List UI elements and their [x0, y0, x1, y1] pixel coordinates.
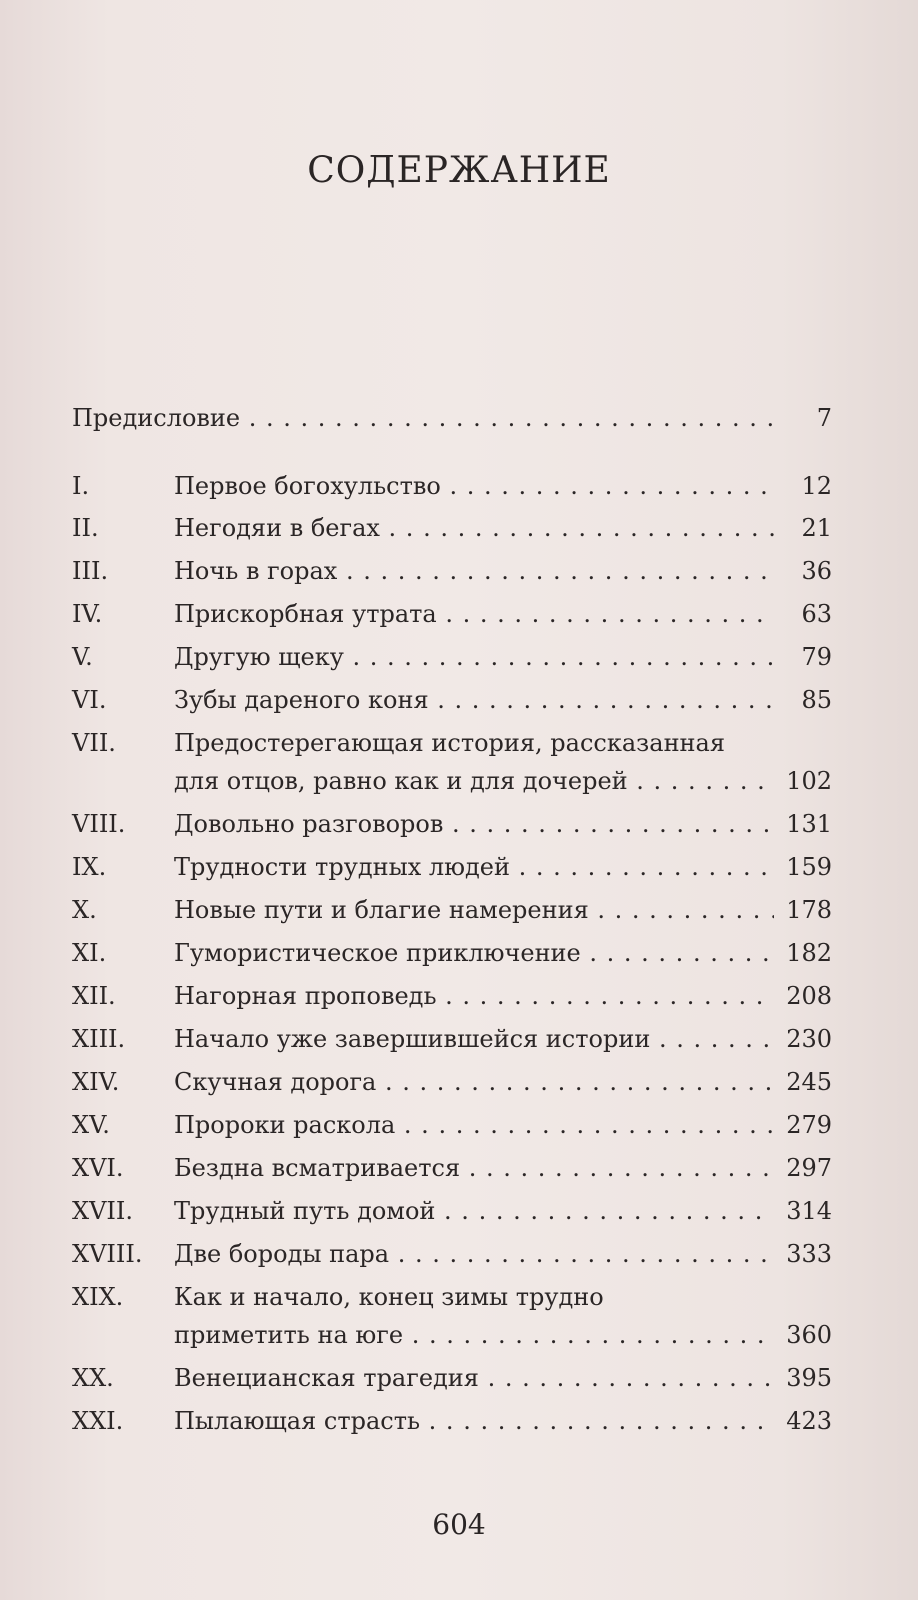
toc-entry-number: XVIII.	[72, 1240, 143, 1268]
page-title: СОДЕРЖАНИЕ	[307, 150, 611, 191]
toc-entry-number: VIII.	[72, 810, 126, 838]
toc-entry-title: Начало уже завершившейся истории . . .	[174, 1019, 774, 1059]
toc-entry-number: XII.	[72, 982, 116, 1010]
toc-entry-page: 79	[801, 643, 832, 671]
toc-entry-title: Прискорбная утрата . . .	[174, 594, 774, 634]
toc-entry-number: XVII.	[72, 1197, 134, 1225]
toc-entry-page: 360	[786, 1321, 832, 1349]
toc-entry-title: приметить на юге . . .	[174, 1315, 774, 1355]
toc-entry-page: 423	[786, 1407, 832, 1435]
toc-entry-number: VII.	[72, 729, 116, 757]
toc-entry-number: I.	[72, 472, 90, 500]
toc-entry-title: Пылающая страсть . . .	[174, 1401, 774, 1441]
toc-entry-number: XIX.	[72, 1283, 124, 1311]
toc-entry-number: XX.	[72, 1364, 114, 1392]
toc-entry-title: Венецианская трагедия . . .	[174, 1358, 774, 1398]
toc-entry-title: Гумористическое приключение . . .	[174, 933, 774, 973]
toc-entry-title: Новые пути и благие намерения . . .	[174, 890, 774, 930]
toc-entry-title: Другую щеку . . .	[174, 637, 774, 677]
toc-entry-page: 178	[786, 896, 832, 924]
toc-entry-page: 245	[786, 1068, 832, 1096]
toc-entry-page: 131	[786, 810, 832, 838]
toc-entry-page: 7	[816, 404, 832, 432]
page-number: 604	[432, 1508, 486, 1541]
toc-entry-number: XIII.	[72, 1025, 126, 1053]
toc-entry-title: Пророки раскола . . .	[174, 1105, 774, 1145]
toc-entry-number: II.	[72, 514, 99, 542]
toc-entry-number: XV.	[72, 1111, 110, 1139]
toc-entry-number: III.	[72, 557, 109, 585]
toc-entry-title: Две бороды пара . . .	[174, 1234, 774, 1274]
toc-entry-page: 208	[786, 982, 832, 1010]
toc-entry-page: 395	[786, 1364, 832, 1392]
toc-entry-title: Трудный путь домой . . .	[174, 1191, 774, 1231]
toc-entry-number: XVI.	[72, 1154, 124, 1182]
toc-entry-title: Первое богохульство . . .	[174, 466, 774, 506]
toc-entry-number: IX.	[72, 853, 107, 881]
toc-entry-title: Трудности трудных людей . . .	[174, 847, 774, 887]
toc-entry-title-line1: Предостерегающая история, рассказанная	[174, 729, 726, 757]
toc-entry-number: V.	[72, 643, 93, 671]
toc-entry-page: 279	[786, 1111, 832, 1139]
toc-entry-title: Нагорная проповедь . . .	[174, 976, 774, 1016]
toc-entry-title: Довольно разговоров . . .	[174, 804, 774, 844]
toc-entry-number: X.	[72, 896, 97, 924]
toc-entry-page: 333	[786, 1240, 832, 1268]
toc-entry-page: 102	[786, 767, 832, 795]
toc-entry-page: 159	[786, 853, 832, 881]
toc-entry-page: 230	[786, 1025, 832, 1053]
toc-entry-number: XI.	[72, 939, 107, 967]
toc-entry-number: VI.	[72, 686, 107, 714]
toc-entry-page: 63	[801, 600, 832, 628]
toc-entry-number: XXI.	[72, 1407, 124, 1435]
toc-entry-page: 85	[801, 686, 832, 714]
toc-entry-page: 297	[786, 1154, 832, 1182]
toc-entry-page: 182	[786, 939, 832, 967]
toc-entry-title: Предисловие . . .	[72, 398, 772, 438]
toc-entry-page: 36	[801, 557, 832, 585]
toc-entry[interactable]	[72, 723, 832, 803]
toc-entry-title-line1: Как и начало, конец зимы трудно	[174, 1283, 604, 1311]
toc-entry-title: Ночь в горах . . .	[174, 551, 774, 591]
toc-entry-title: Зубы дареного коня . . .	[174, 680, 774, 720]
toc-entry-title: Негодяи в бегах . . .	[174, 508, 774, 548]
toc-entry-title: Скучная дорога . . .	[174, 1062, 774, 1102]
toc-entry-number: XIV.	[72, 1068, 120, 1096]
toc-entry[interactable]	[72, 1277, 832, 1357]
toc-entry-number: IV.	[72, 600, 103, 628]
toc-entry-page: 314	[786, 1197, 832, 1225]
toc-entry-title: Бездна всматривается . . .	[174, 1148, 774, 1188]
toc-entry-title: для отцов, равно как и для дочерей . . .	[174, 761, 774, 801]
toc-entry-page: 12	[801, 472, 832, 500]
toc-entry-page: 21	[801, 514, 832, 542]
